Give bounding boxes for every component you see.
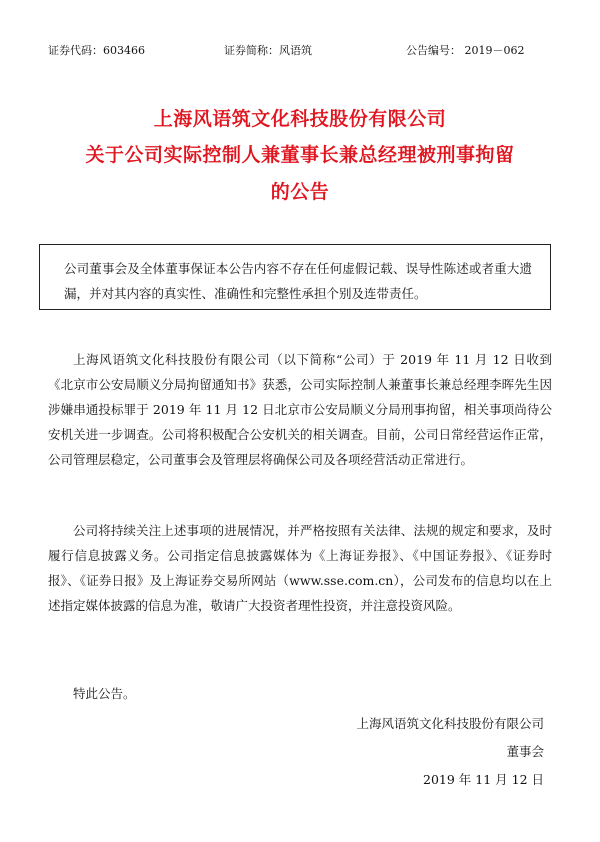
board-guarantee-box: 公司董事会及全体董事保证本公告内容不存在任何虚假记载、误导性陈述或者重大遗漏，并对其内容的真实性、准确性和完整性承担个别及连带责任。 bbox=[39, 244, 551, 310]
body-paragraph-detention: 上海风语筑文化科技股份有限公司（以下简称“公司）于 2019 年 11 月 12 日收到《北京市公安局顺义分局拘留通知书》获悉，公司实际控制人兼董事长兼总经理李晖先生因涉嫌串通投标罪于 2019 年 11 月 12 日北京市公安局顺义分局刑事拘留，相关事项尚待公安机关进一步调查。公司将积极配合公安机关的相关调查。目前，公司日常经营运作正常，公司管理层稳定，公司董事会及管理层将确保公司及各项经营活动正常进行。 bbox=[48, 352, 552, 467]
signature-date: 2019 年 11 月 12 日 bbox=[423, 772, 544, 787]
stock-short-name: 证券简称：风语筑 bbox=[224, 44, 312, 57]
body-paragraph-disclosure: 公司将持续关注上述事项的进展情况，并严格按照有关法律、法规的规定和要求，及时履行信息披露义务。公司指定信息披露媒体为《上海证券报》、《中国证券报》、《证券时报》、《证券日报》及上海证券交易所网站（www.sse.com.cn），公司发布的信息均以在上述指定媒体披露的信息为准，敬请广大投资者理性投资，并注意投资风险。 bbox=[48, 523, 552, 613]
closing-statement: 特此公告。 bbox=[73, 686, 136, 701]
signature-board: 董事会 bbox=[506, 744, 544, 759]
stock-code: 证券代码：603466 bbox=[48, 44, 145, 57]
signature-company: 上海风语筑文化科技股份有限公司 bbox=[356, 716, 544, 731]
title-suffix: 的公告 bbox=[270, 181, 330, 203]
announcement-number: 公告编号： 2019－062 bbox=[406, 44, 525, 57]
title-subject: 关于公司实际控制人兼董事长兼总经理被刑事拘留 bbox=[85, 144, 515, 166]
title-company: 上海风语筑文化科技股份有限公司 bbox=[153, 108, 447, 130]
